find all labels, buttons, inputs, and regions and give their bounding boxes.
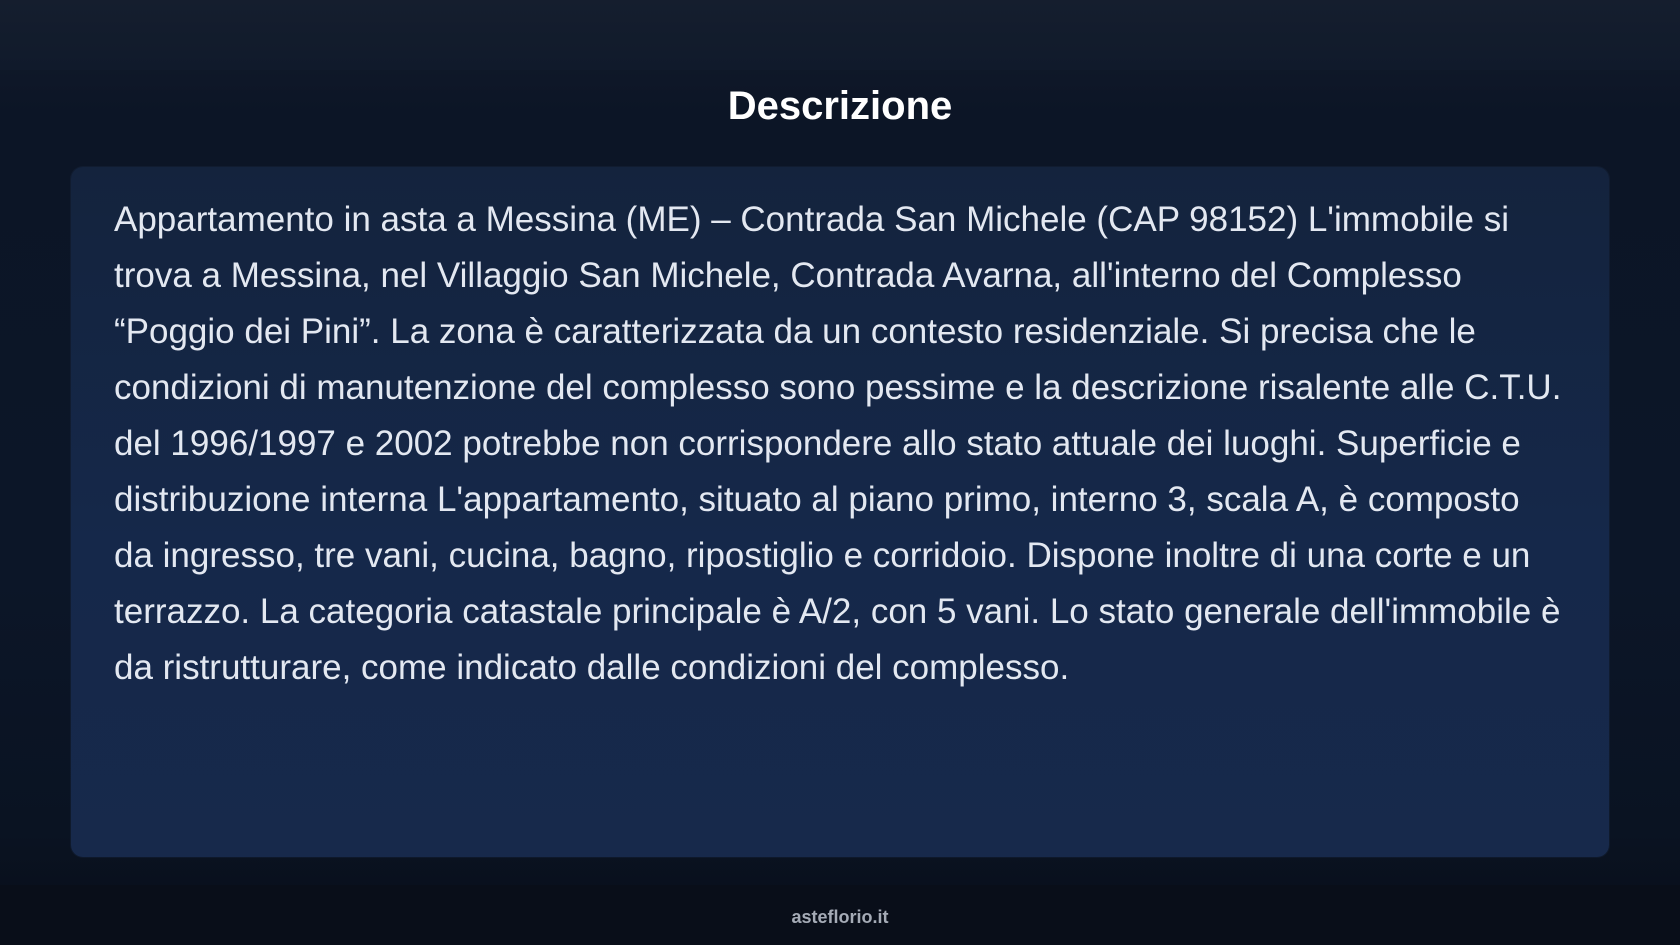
footer-site-label: asteflorio.it [791,907,889,927]
description-text: Appartamento in asta a Messina (ME) – Contrada San Michele (CAP 98152) L'immobile si trova a Messina, nel Villaggio San Michele, Contrada Avarna, all'interno del Complesso “Poggio dei Pini”. La zona è caratterizzata da un contesto residenziale. Si precisa che le condizioni di manutenzione del complesso sono pessime e la descrizione risalente alle C.T.U. del 1996/1997 e 2002 potrebbe non corrispondere allo stato attuale dei luoghi. Superficie e distribuzione interna L'appartamento, situato al piano primo, interno 3, scala A, è composto da ingresso, tre vani, cucina, bagno, ripostiglio e corridoio. Dispone inoltre di una corte e un terrazzo. La categoria catastale principale è A/2, con 5 vani. Lo stato generale dell'immobile è da ristrutturare, come indicato dalle condizioni del complesso. [114,200,1562,687]
description-card [71,167,1609,857]
top-band [0,0,1680,70]
page-title: Descrizione [727,84,953,128]
